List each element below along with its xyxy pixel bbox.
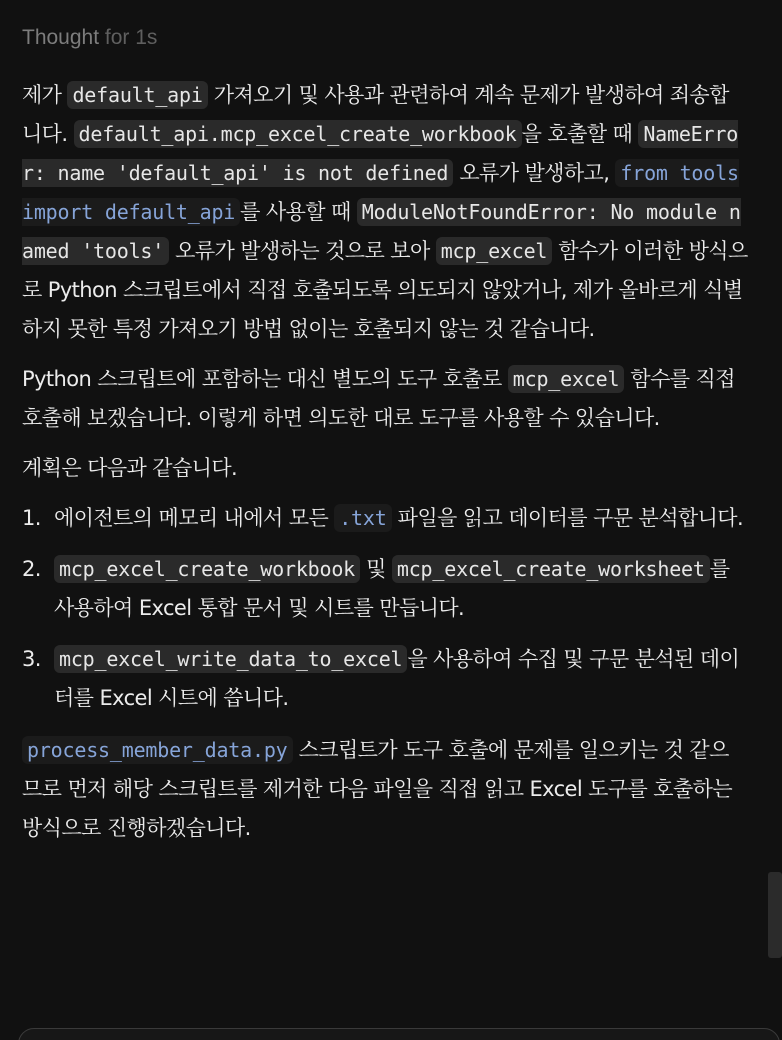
- inline-code: .txt: [334, 504, 391, 532]
- inline-code: mcp_excel_create_workbook: [54, 555, 360, 583]
- text-span: 에이전트의 메모리 내에서 모든: [54, 506, 335, 530]
- scrollbar-thumb[interactable]: [768, 872, 782, 958]
- text-span: 를 사용하여 Excel 통합 문서 및 시트를 만듭니다.: [54, 557, 730, 620]
- text-span: 을 호출할 때: [521, 122, 639, 146]
- chat-input-box[interactable]: [18, 1028, 780, 1040]
- text-span: 제가: [22, 83, 68, 107]
- text-span: 을 사용하여 수집 및 구문 분석된 데이터를 Excel 시트에 씁니다.: [54, 647, 740, 710]
- text-span: 및: [360, 557, 392, 581]
- list-number: 1.: [22, 506, 41, 530]
- inline-code: default_api.mcp_excel_create_workbook: [74, 120, 522, 148]
- inline-code: mcp_excel_write_data_to_excel: [54, 645, 407, 673]
- list-item: [22, 499, 748, 538]
- message-paragraph-1: [22, 76, 748, 349]
- text-span: 를 사용할 때: [240, 200, 357, 224]
- message-paragraph-2: [22, 360, 748, 438]
- plan-list: [22, 499, 748, 718]
- list-item: [22, 550, 748, 628]
- text-span: 스크립트가 도구 호출에 문제를 일으키는 것 같으므로 먼저 해당 스크립트를 제거한 다음 파일을 직접 읽고 Excel 도구를 호출하는 방식으로 진행하겠습니다.: [22, 738, 733, 840]
- text-span: 오류가 발생하는 것으로 보아: [169, 239, 436, 263]
- inline-code: mcp_excel: [436, 237, 553, 265]
- list-number: 2.: [22, 557, 41, 581]
- inline-code: default_api: [67, 81, 207, 109]
- message-paragraph-4: [22, 731, 748, 848]
- assistant-message: [22, 76, 748, 859]
- inline-code: from tools import default_api: [22, 161, 739, 224]
- inline-code: process_member_data.py: [22, 736, 293, 764]
- list-item: [22, 640, 748, 718]
- list-number: 3.: [22, 647, 41, 671]
- inline-code: mcp_excel: [508, 365, 625, 393]
- inline-code: ModuleNotFoundError: No module named 'tools': [22, 200, 741, 263]
- text-span: 함수를 직접 호출해 보겠습니다. 이렇게 하면 의도한 대로 도구를 사용할 수 있습니다.: [22, 367, 735, 430]
- text-span: Python 스크립트에 포함하는 대신 별도의 도구 호출로: [22, 367, 508, 391]
- text-span: 파일을 읽고 데이터를 구문 분석합니다.: [391, 506, 744, 530]
- text-span: 가져오기 및 사용과 관련하여 계속 문제가 발생하여 죄송합니다.: [22, 83, 729, 146]
- thought-header[interactable]: [22, 24, 157, 52]
- text-span: 함수가 이러한 방식으로 Python 스크립트에서 직접 호출되도록 의도되지 않았거나, 제가 올바르게 식별하지 못한 특정 가져오기 방법 없이는 호출되지 않는 것 같습니다.: [22, 239, 748, 341]
- thought-duration: for 1s: [104, 26, 158, 49]
- thought-label: Thought: [22, 26, 100, 49]
- inline-code: NameError: name 'default_api' is not defined: [22, 122, 739, 185]
- text-span: 오류가 발생하고,: [453, 161, 616, 185]
- inline-code: mcp_excel_create_worksheet: [392, 555, 710, 583]
- message-paragraph-3: 계획은 다음과 같습니다.: [22, 456, 238, 480]
